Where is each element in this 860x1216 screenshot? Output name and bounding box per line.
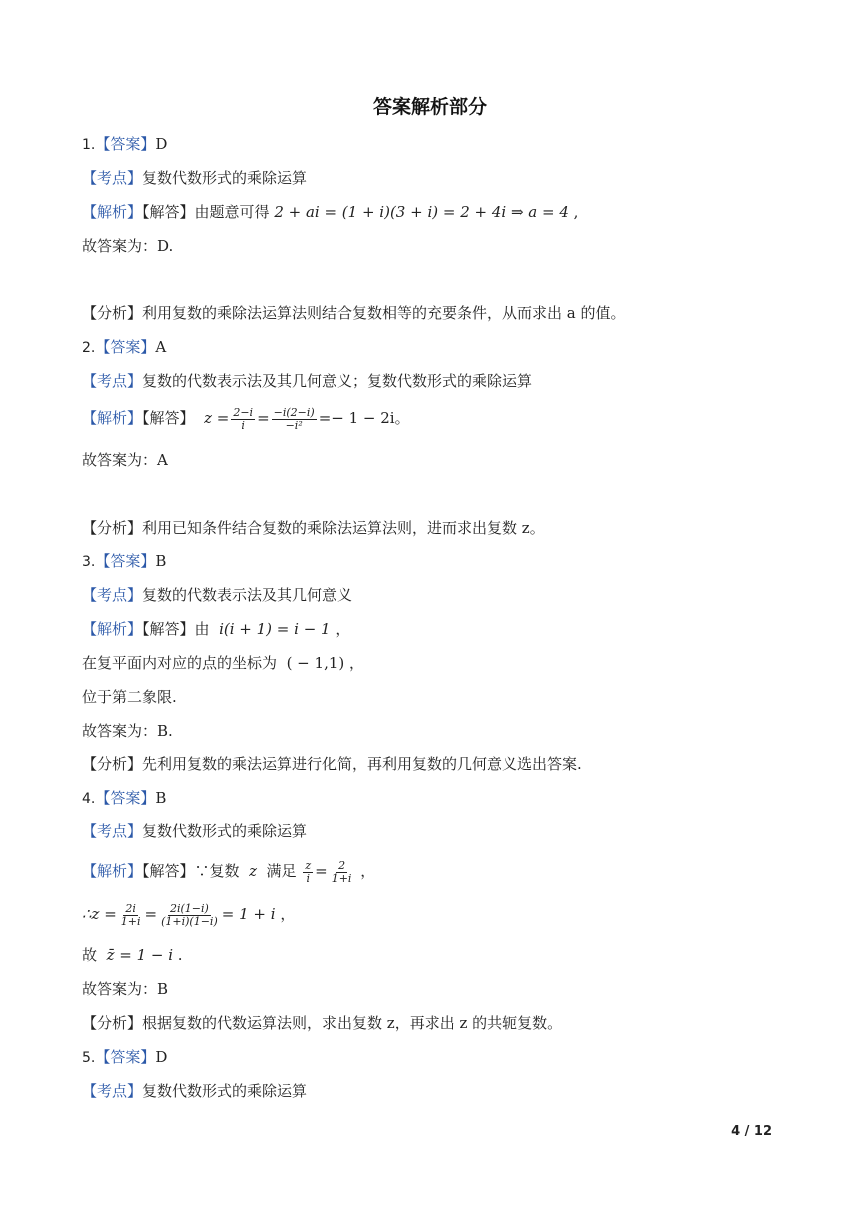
q1-jiexi-line bbox=[82, 202, 578, 222]
q2-answer: A bbox=[155, 338, 167, 356]
q3-jiexi-line bbox=[82, 619, 350, 639]
q2-z-eq: z = bbox=[204, 409, 230, 427]
fraction-numerator: −i(2−i) bbox=[273, 405, 315, 419]
q2-fenxi-line bbox=[82, 518, 545, 538]
q4-fenxi-line bbox=[82, 1013, 562, 1033]
jiexi-tag: 【解析】 bbox=[82, 203, 143, 221]
q4-conj: z̄ = 1 − i bbox=[106, 946, 174, 964]
fraction-denominator: −i² bbox=[285, 418, 303, 432]
fraction-numerator: z bbox=[305, 858, 312, 872]
jiexi-tag: 【解析】 bbox=[82, 409, 143, 427]
q3-fenxi: 先利用复数的乘法运算进行化简，再利用复数的几何意义选出答案. bbox=[142, 755, 582, 773]
q3-kaodian: 复数的代数表示法及其几何意义 bbox=[142, 586, 353, 604]
q4-jiexi-line: 【解析】【解答】∵复数 z 满足 $\frac{z}{i}$ = $\frac{2}{1+i}$ ， bbox=[82, 858, 376, 885]
q3-point: ( − 1,1) bbox=[286, 654, 345, 672]
q2-kaodian-line bbox=[82, 371, 532, 391]
fraction-numerator: 2i bbox=[125, 901, 136, 915]
q4-answer: B bbox=[155, 789, 167, 807]
q4-manzu: 满足 bbox=[266, 862, 297, 880]
q4-jieda: 【解答】∵复数 bbox=[142, 862, 240, 880]
q3-formula-end: ， bbox=[330, 620, 351, 638]
q1-jieda: 【解答】由题意可得 bbox=[142, 203, 270, 221]
q1-answer: D bbox=[155, 135, 168, 153]
fenxi-tag: 【分析】 bbox=[82, 519, 143, 537]
page-title: 答案解析部分 bbox=[372, 96, 487, 118]
jiexi-tag: 【解析】 bbox=[82, 862, 143, 880]
q4-fenxi: 根据复数的代数运算法则，求出复数 z，再求出 z 的共轭复数。 bbox=[142, 1014, 563, 1032]
q3-answer: B bbox=[155, 552, 167, 570]
q2-jieda: 【解答】 bbox=[142, 409, 195, 427]
q4-therefore-line: ∴z = $\frac{2i}{1+i}$ = $\frac{2i(1-i)}{(1+i)(1-i)}$ = 1 + i ， bbox=[82, 901, 296, 928]
q3-kaodian-line bbox=[82, 585, 352, 605]
q3-answer-line bbox=[82, 551, 166, 572]
answer-tag: 【答案】 bbox=[95, 789, 156, 807]
q3-number: 3. bbox=[82, 554, 96, 570]
q3-formula: i(i + 1) = i − 1 bbox=[219, 620, 331, 638]
q3-fenxi-line bbox=[82, 754, 582, 774]
q1-formula: 2 + ai = (1 + i)(3 + i) = 2 + 4i ⇒ a = 4 bbox=[274, 203, 569, 221]
q1-kaodian: 复数代数形式的乘除运算 bbox=[142, 169, 308, 187]
jiexi-tag: 【解析】 bbox=[82, 620, 143, 638]
kaodian-tag: 【考点】 bbox=[82, 586, 143, 604]
q1-answer-line bbox=[82, 134, 167, 155]
kaodian-tag: 【考点】 bbox=[82, 372, 143, 390]
kaodian-tag: 【考点】 bbox=[82, 169, 143, 187]
q3-conclusion: 故答案为：B. bbox=[82, 722, 173, 740]
q5-number: 5. bbox=[82, 1050, 96, 1066]
answer-tag: 【答案】 bbox=[95, 552, 156, 570]
q3-line2 bbox=[82, 653, 364, 673]
fraction-denominator: 1+i bbox=[120, 914, 141, 928]
q2-jiexi-line: 【解析】【解答】 z = $\frac{2-i}{i}$ = $\frac{-i(2-i)}{\text{−i²}}$ =− 1 − 2i。 bbox=[82, 405, 410, 432]
q1-conclusion: 故答案为：D. bbox=[82, 237, 174, 255]
q1-kaodian-line bbox=[82, 168, 307, 188]
fraction-numerator: 2−i bbox=[233, 405, 254, 419]
q2-fraction-1 bbox=[231, 407, 255, 432]
q4-therefore: ∴z = bbox=[82, 905, 117, 923]
q4-conclusion: 故答案为：B bbox=[82, 980, 169, 998]
q4-conj-line bbox=[82, 945, 183, 965]
q2-fraction-2 bbox=[272, 407, 317, 432]
q2-fenxi: 利用已知条件结合复数的乘除法运算法则，进而求出复数 z。 bbox=[142, 519, 545, 537]
q4-kaodian: 复数代数形式的乘除运算 bbox=[142, 822, 308, 840]
q4-fraction-1 bbox=[119, 903, 143, 928]
fraction-denominator: 1+i bbox=[331, 871, 352, 885]
q4-result: = 1 + i bbox=[221, 905, 276, 923]
fraction-numerator: 2 bbox=[338, 858, 346, 872]
q2-kaodian: 复数的代数表示法及其几何意义；复数代数形式的乘除运算 bbox=[142, 372, 533, 390]
fraction-denominator: i bbox=[306, 871, 310, 885]
answer-tag: 【答案】 bbox=[95, 338, 156, 356]
q3-jieda: 【解答】由 bbox=[142, 620, 210, 638]
q4-cond-end: ， bbox=[355, 862, 376, 880]
kaodian-tag: 【考点】 bbox=[82, 1082, 143, 1100]
answer-tag: 【答案】 bbox=[95, 1048, 156, 1066]
q1-formula-end: , bbox=[568, 203, 579, 221]
q2-number: 2. bbox=[82, 340, 96, 356]
q4-kaodian-line bbox=[82, 821, 307, 841]
q1-number: 1. bbox=[82, 137, 96, 153]
q3-line2-text: 在复平面内对应的点的坐标为 bbox=[82, 654, 278, 672]
fraction-denominator: (1+i)(1−i) bbox=[161, 914, 218, 928]
q4-conj-end: . bbox=[173, 946, 183, 964]
q3-line2-end: ， bbox=[344, 654, 365, 672]
q5-kaodian-line bbox=[82, 1081, 307, 1101]
q1-fenxi: 利用复数的乘除法运算法则结合复数相等的充要条件，从而求出 a 的值。 bbox=[142, 304, 626, 322]
page-number: 4 / 12 bbox=[731, 1124, 772, 1139]
answer-tag: 【答案】 bbox=[95, 135, 156, 153]
q5-kaodian: 复数代数形式的乘除运算 bbox=[142, 1082, 308, 1100]
q4-fraction-2 bbox=[159, 903, 220, 928]
fraction-numerator: 2i(1−i) bbox=[170, 901, 209, 915]
q4-cond-fraction-1 bbox=[303, 860, 313, 885]
q4-result-end: ， bbox=[275, 905, 296, 923]
fenxi-tag: 【分析】 bbox=[82, 304, 143, 322]
q1-fenxi-line bbox=[82, 303, 626, 323]
q5-answer-line bbox=[82, 1047, 167, 1068]
kaodian-tag: 【考点】 bbox=[82, 822, 143, 840]
q5-answer: D bbox=[155, 1048, 168, 1066]
q2-conclusion: 故答案为：A bbox=[82, 451, 168, 469]
q2-answer-line bbox=[82, 337, 166, 358]
q4-number: 4. bbox=[82, 791, 96, 807]
q3-line3: 位于第二象限. bbox=[82, 688, 177, 706]
q4-z: z bbox=[249, 862, 257, 880]
q4-cond-fraction-2 bbox=[330, 860, 354, 885]
fenxi-tag: 【分析】 bbox=[82, 755, 143, 773]
fraction-denominator: i bbox=[241, 418, 245, 432]
q4-gu: 故 bbox=[82, 946, 98, 964]
fenxi-tag: 【分析】 bbox=[82, 1014, 143, 1032]
q4-answer-line bbox=[82, 788, 166, 809]
q2-result: =− 1 − 2i。 bbox=[318, 409, 410, 427]
